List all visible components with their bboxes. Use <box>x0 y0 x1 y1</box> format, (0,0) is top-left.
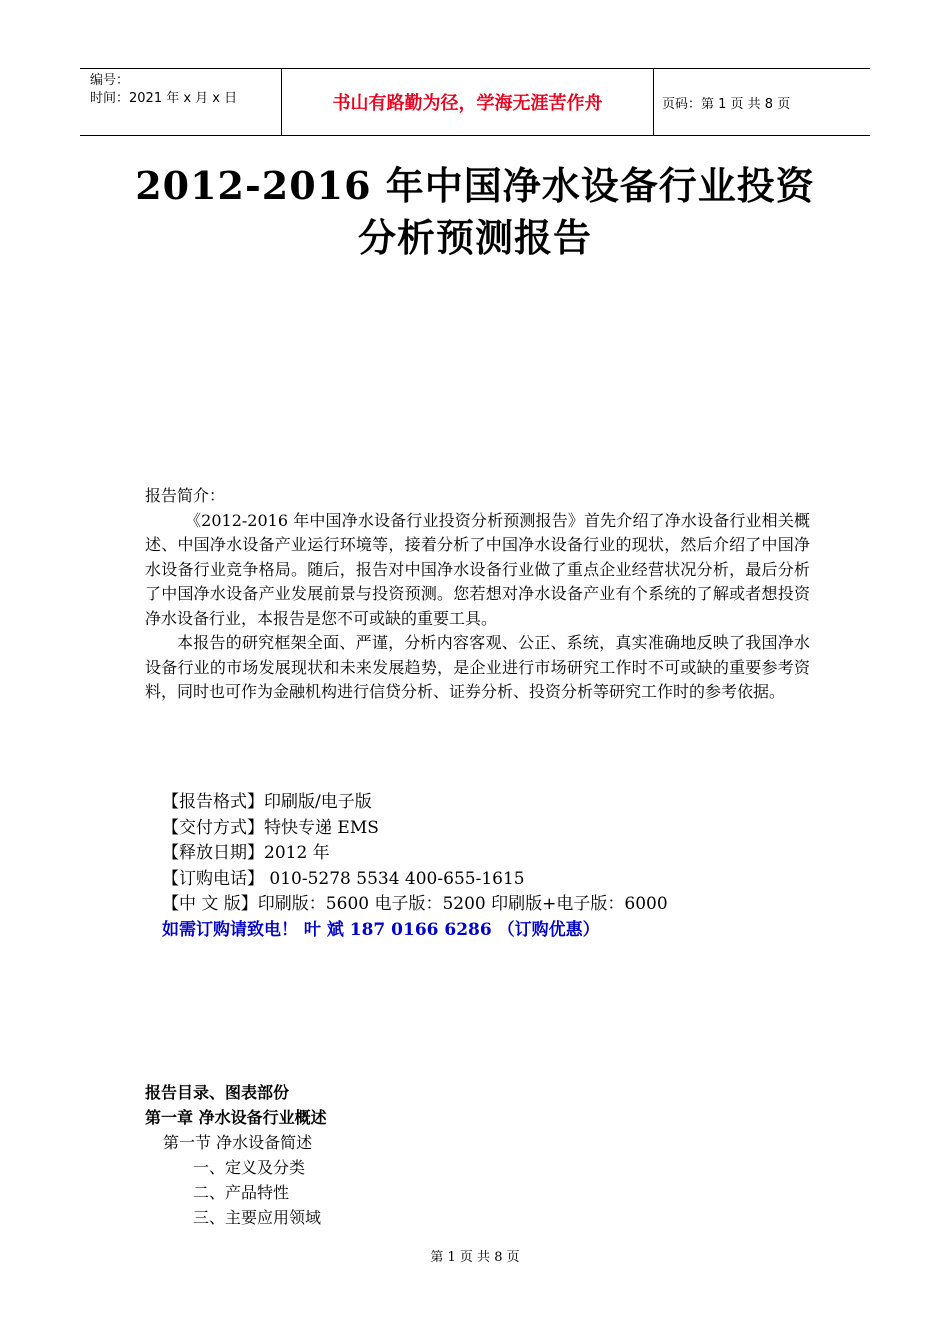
header-page-info: 页码：第 1 页 共 8 页 <box>662 96 791 112</box>
info-format: 【报告格式】印刷版/电子版 <box>162 792 372 812</box>
header-motto: 书山有路勤为径，学海无涯苦作舟 <box>282 69 654 135</box>
time-label: 时间：2021 年 x 月 x 日 <box>90 91 238 106</box>
report-intro <box>145 484 810 705</box>
info-delivery: 【交付方式】特快专递 EMS <box>162 817 379 838</box>
document-title <box>0 160 950 264</box>
number-label: 编号： <box>90 73 130 88</box>
toc-heading: 报告目录、图表部份 <box>145 1083 290 1102</box>
title-line-2: 分析预测报告 <box>357 215 592 260</box>
table-of-contents <box>145 1080 327 1230</box>
info-phone: 【订购电话】 010-5278 5534 400-655-1615 <box>162 868 525 889</box>
page-footer: 第 1 页 共 8 页 <box>430 1250 520 1265</box>
toc-section-1: 第一节 净水设备简述 <box>163 1133 313 1152</box>
intro-heading: 报告简介： <box>145 486 226 505</box>
toc-item: 二、产品特性 <box>193 1183 290 1202</box>
title-line-1: 2012-2016 年中国净水设备行业投资 <box>135 163 815 208</box>
info-release: 【释放日期】2012 年 <box>162 843 330 863</box>
info-price: 【中 文 版】印刷版：5600 电子版：5200 印刷版+电子版：6000 <box>162 894 668 914</box>
toc-item: 三、主要应用领域 <box>193 1208 322 1227</box>
header-table <box>80 68 870 136</box>
order-info <box>162 790 668 943</box>
intro-paragraph-1: 《2012-2016 年中国净水设备行业投资分析预测报告》首先介绍了净水设备行业相关概述、中国净水设备产业运行环境等，接着分析了中国净水设备行业的现状，然后介绍了中国净水设备行业竞争格局。随后，报告对中国净水设备行业做了重点企业经营状况分析，最后分析了中国净水设备产业发展前景与投资预测。您若想对净水设备产业有个系统的了解或者想投资净水设备行业，本报告是您不可或缺的重要工具。 <box>145 510 810 628</box>
toc-chapter-1: 第一章 净水设备行业概述 <box>145 1108 327 1127</box>
toc-item: 一、定义及分类 <box>193 1158 306 1177</box>
info-contact: 如需订购请致电！ 叶 斌 187 0166 6286 （订购优惠） <box>162 919 600 940</box>
header-meta-cell <box>80 69 282 135</box>
intro-paragraph-2: 本报告的研究框架全面、严谨，分析内容客观、公正、系统，真实准确地反映了我国净水设备行业的市场发展现状和未来发展趋势，是企业进行市场研究工作时不可或缺的重要参考资料，同时也可作为金融机构进行信贷分析、证券分析、投资分析等研究工作时的参考依据。 <box>145 633 810 701</box>
